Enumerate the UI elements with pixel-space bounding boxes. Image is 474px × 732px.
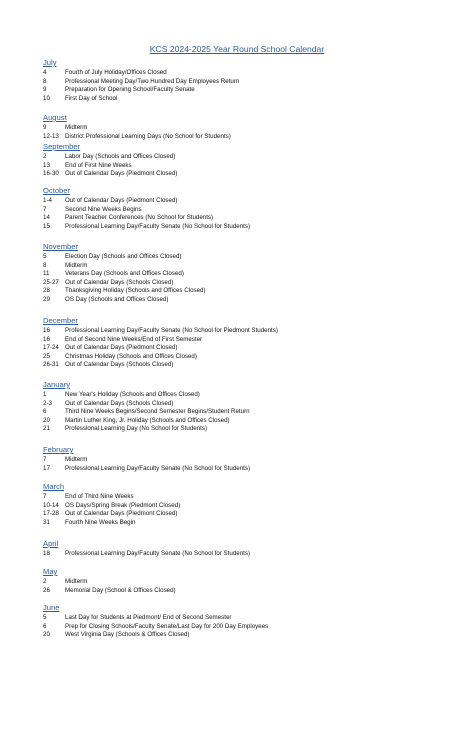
event-date: 18 (43, 550, 50, 557)
event-description: Professional Learning Day/Faculty Senate (No School for Students) (65, 464, 251, 472)
event-date: 17-28 (43, 510, 59, 518)
month-heading-may: May (43, 567, 58, 576)
event-date: 7 (43, 493, 47, 500)
event-description: End of Third Nine Weeks (65, 493, 134, 500)
event-description: Out of Calendar Days (Piedmont Closed) (65, 510, 178, 518)
event-description: Fourth Nine Weeks Begin (65, 518, 136, 526)
event-date: 6 (43, 622, 47, 630)
event-date: 20 (43, 416, 50, 424)
event-description: West Virginia Day (Schools & Offices Closed) (65, 631, 190, 639)
event-description: Last Day for Students at Piedmont/ End of Second Semester (65, 614, 232, 621)
event-description: Professional Learning Day/Faculty Senate (No School for Piedmont Students) (65, 327, 278, 334)
event-description: Midterm (65, 261, 88, 269)
event-description: Third Nine Weeks Begins/Second Semester Begins/Student Return (65, 408, 250, 416)
event-description: Memorial Day (School & Offices Closed) (65, 586, 176, 594)
event-description: Professional Learning Day (No School for Students) (65, 425, 208, 433)
event-date: 6 (43, 408, 47, 416)
event-date: 4 (43, 69, 47, 76)
event-description: Out of Calendar Days (Piedmont Closed) (65, 197, 178, 204)
month-heading-september: September (43, 142, 81, 151)
event-date: 1-4 (43, 197, 52, 204)
event-date: 20 (43, 631, 50, 639)
event-date: 1 (43, 391, 47, 398)
event-description: Second Nine Weeks Begins (65, 205, 142, 213)
event-date: 9 (43, 124, 47, 131)
event-description: Professional Meeting Day/Two Hundred Day Employees Return (65, 77, 240, 85)
event-date: 2 (43, 153, 47, 160)
month-heading-december: December (43, 316, 79, 325)
event-date: 28 (43, 287, 50, 295)
event-date: 14 (43, 214, 50, 222)
event-description: Out of Calendar Days (Piedmont Closed) (65, 170, 178, 178)
event-date: 26-31 (43, 361, 59, 369)
event-date: 16 (43, 327, 50, 334)
month-heading-january: January (43, 380, 71, 389)
event-description: Professional Learning Day/Faculty Senate (No School for Students) (65, 222, 251, 230)
event-date: 2 (43, 578, 47, 585)
event-description: First Day of School (65, 94, 118, 102)
event-date: 8 (43, 77, 47, 85)
month-heading-april: April (43, 539, 59, 548)
event-date: 5 (43, 614, 47, 621)
event-description: Out of Calendar Days (Schools Closed) (65, 278, 174, 286)
event-description: Labor Day (Schools and Offices Closed) (65, 153, 176, 160)
event-date: 26 (43, 586, 50, 594)
event-date: 11 (43, 270, 50, 278)
event-description: New Year's Holiday (Schools and Offices Closed) (65, 391, 200, 398)
event-date: 8 (43, 261, 47, 269)
event-date: 25-27 (43, 278, 59, 286)
event-description: Out of Calendar Days (Schools Closed) (65, 361, 174, 369)
event-date: 17-24 (43, 344, 59, 352)
event-date: 17 (43, 464, 50, 472)
event-description: Out of Calendar Days (Schools Closed) (65, 399, 174, 407)
event-description: Midterm (65, 124, 88, 131)
event-description: Veterans Day (Schools and Offices Closed) (65, 270, 184, 278)
page-title: KCS 2024-2025 Year Round School Calendar (149, 44, 325, 54)
event-description: Martin Luther King, Jr. Holiday (Schools and Offices Closed) (65, 416, 230, 424)
event-description: Thanksgiving Holiday (Schools and Offices Closed) (65, 287, 206, 295)
event-date: 25 (43, 352, 50, 360)
event-description: Out of Calendar Days (Piedmont Closed) (65, 344, 178, 352)
event-date: 29 (43, 296, 50, 303)
event-date: 2-3 (43, 399, 52, 407)
event-date: 12-13 (43, 132, 59, 140)
event-description: District Professional Learning Days (No School for Students) (65, 132, 231, 140)
event-date: 16 (43, 335, 50, 343)
month-heading-july: July (43, 58, 57, 67)
month-heading-november: November (43, 242, 79, 251)
event-description: Midterm (65, 578, 88, 585)
month-heading-august: August (43, 113, 67, 122)
event-date: 9 (43, 86, 47, 94)
event-date: 31 (43, 518, 50, 526)
month-heading-october: October (43, 186, 71, 195)
event-description: Election Day (Schools and Offices Closed) (65, 253, 182, 260)
event-description: Christmas Holiday (Schools and Offices Closed) (65, 352, 197, 360)
event-date: 21 (43, 425, 50, 433)
event-description: Preparation for Opening School/Faculty Senate (65, 86, 195, 94)
event-description: End of First Nine Weeks (65, 161, 132, 169)
event-description: Parent Teacher Conferences (No School for Students) (65, 214, 214, 222)
event-description: OS Days/Spring Break (Piedmont Closed) (65, 501, 181, 509)
month-heading-march: March (43, 482, 65, 491)
event-date: 10-14 (43, 501, 59, 509)
event-date: 7 (43, 456, 47, 463)
event-description: Prep for Closing Schools/Faculty Senate/Last Day for 200 Day Employees (65, 622, 269, 630)
event-description: OS Day (Schools and Offices Closed) (65, 296, 169, 303)
month-heading-june: June (43, 603, 60, 612)
event-description: End of Second Nine Weeks/End of First Semester (65, 335, 203, 343)
event-date: 13 (43, 161, 50, 169)
event-date: 7 (43, 205, 47, 213)
event-description: Midterm (65, 456, 88, 463)
month-heading-february: February (43, 445, 74, 454)
event-description: Professional Learning Day/Faculty Senate (No School for Students) (65, 550, 251, 557)
event-date: 16-30 (43, 170, 59, 178)
event-description: Fourth of July Holiday/Offices Closed (65, 69, 167, 76)
event-date: 5 (43, 253, 47, 260)
event-date: 15 (43, 222, 50, 230)
event-date: 10 (43, 94, 50, 102)
